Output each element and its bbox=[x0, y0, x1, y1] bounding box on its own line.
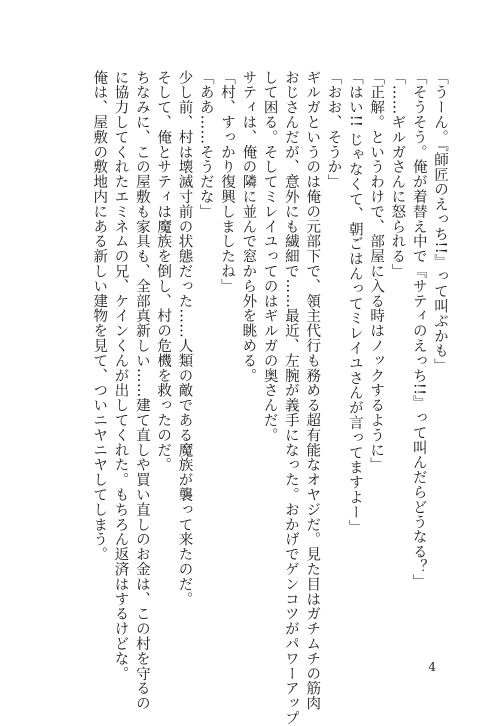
text-line: おじさんだが、意外にも繊細で……最近、左腕が義手になった。おかげでゲンコツがパワーアップ bbox=[282, 70, 299, 726]
text-line: そして、俺とサティは魔族を倒し、村の危機を救ったのだ。 bbox=[155, 70, 172, 473]
text-line: 「ああ……そうだな」 bbox=[197, 70, 214, 219]
text-line: ギルガというのは俺の元部下で、領主代行も務める超有能なオヤジだ。見た目はガチムチの筋肉 bbox=[304, 70, 321, 711]
text-line: サティは、俺の隣に並んで窓から外を眺める。 bbox=[240, 70, 257, 383]
text-line: 「……ギルガさんに怒られる」 bbox=[389, 70, 406, 279]
text-line: 「うーん。『師匠のえっち!!』って叫ぶかも」 bbox=[432, 70, 448, 374]
text-line: 「そうそう。俺が着替え中で『サティのえっち!!』って叫んだらどうなる？」 bbox=[410, 70, 427, 590]
text-line: 「正解。というわけで、部屋に入る時はノックするように」 bbox=[368, 70, 385, 473]
text-line: ちなみに、この屋敷も家具も、全部真新しい……建て直しや買い直しのお金は、この村を守るの bbox=[133, 70, 150, 711]
text-line: 「村、すっかり復興しましたね」 bbox=[219, 70, 236, 294]
text-line: 「はい!! じゃなくて、朝ごはんってミレイユさんが言ってますよー」 bbox=[346, 70, 363, 535]
text-line: 少し前、村は壊滅寸前の状態だった……人類の敵である魔族が襲って来たのだ。 bbox=[176, 70, 193, 607]
text-line: して困る。そしてミレイユってのはギルガの奥さんだ。 bbox=[261, 70, 278, 443]
text-line: 俺は、屋敷の敷地内にある新しい建物を見て、ついニヤニヤしてしまう。 bbox=[91, 70, 108, 562]
text-line: に協力してくれたエミネムの兄、ケインくんが出してくれた。もちろん返済はするけどな。 bbox=[112, 70, 129, 681]
page-number: 4 bbox=[428, 660, 436, 674]
vertical-text-block bbox=[88, 70, 450, 726]
text-line: 「おお、そうか」 bbox=[325, 70, 342, 190]
